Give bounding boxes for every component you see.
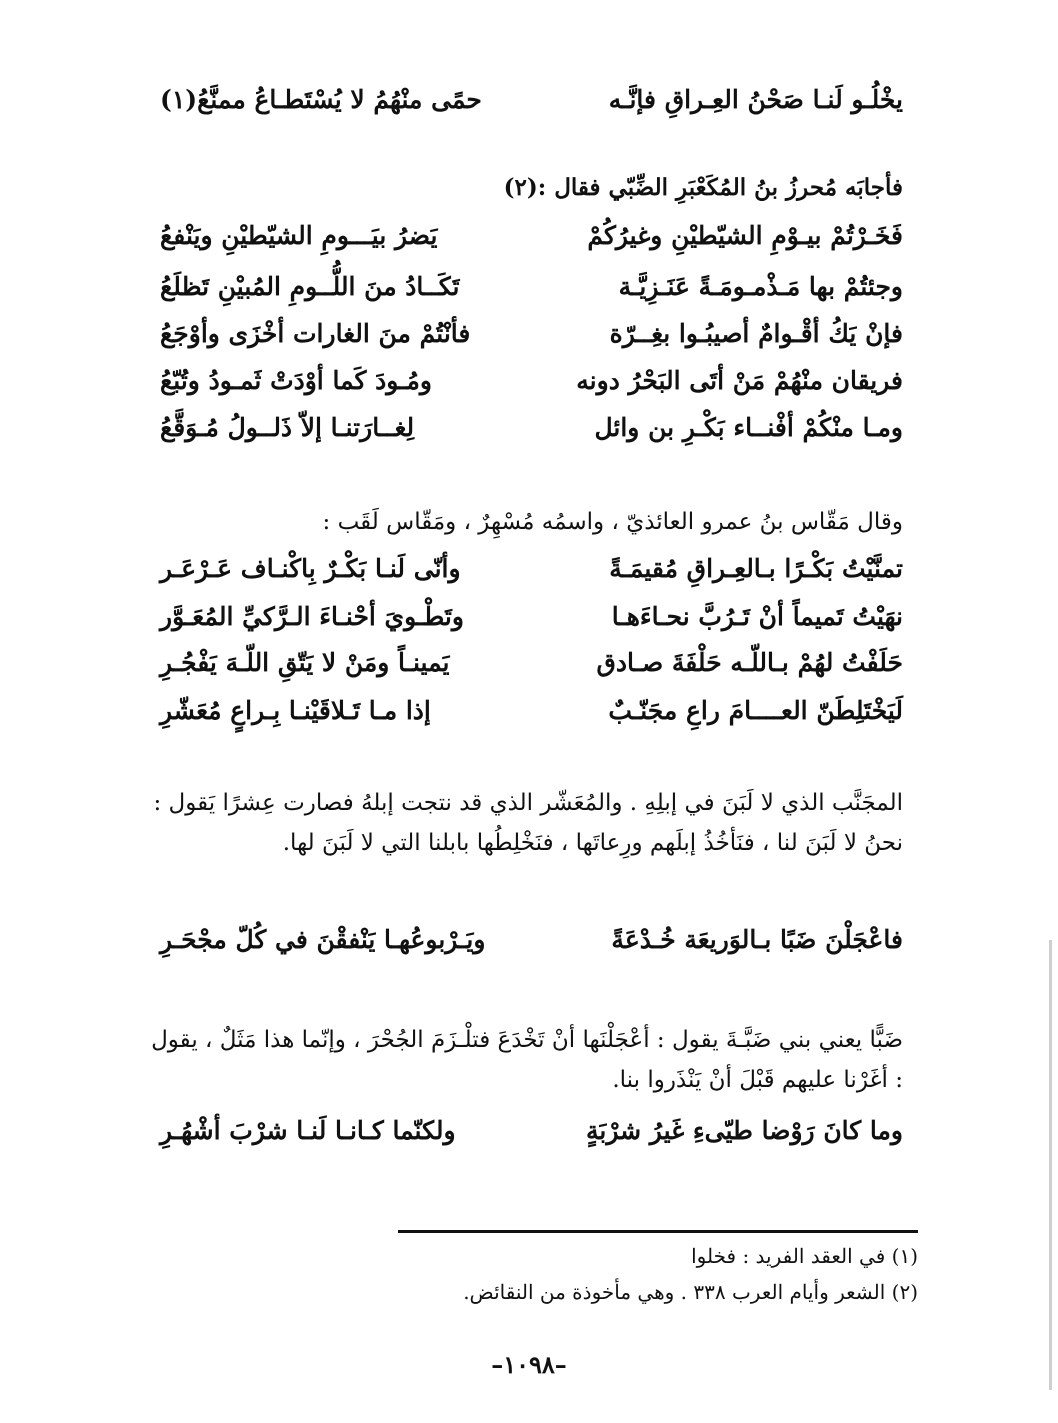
verse-hemistich-first: تمنَّيْتُ بَكْـرًا بـالعِـراقِ مُقيمَـةً bbox=[609, 553, 903, 583]
verse-hemistich-first: ومـا منْكُمْ أفْنــاء بَكْـرِ بن وائل bbox=[594, 412, 903, 442]
page-number: –١٠٩٨– bbox=[491, 1350, 567, 1379]
intro-paragraph: فأجابَه مُحرزُ بنُ المُكَعْبَرِ الضِّبّي فقال :(٢) bbox=[503, 174, 903, 201]
commentary-paragraph: ضَبًّا يعني بني ضَبَّـةَ يقول : أعْجَلْنَها أنْ تَخْدَعَ فتلْـزَمَ الجُحْرَ ، وإنّما هذا مَثَلٌ ، يقول : أغَرْنا عليهم قَبْلَ أنْ يَنْذَروا بنا. bbox=[151, 1027, 903, 1093]
verse-hemistich-first: فإنْ يَكُ أقْـوامٌ أصيبُـوا بغِــرّة bbox=[609, 318, 903, 348]
verse-hemistich-second: يَمينـاً ومَنْ لا يَتّقِ اللّـهَ يَفْجُـرِ bbox=[160, 647, 450, 677]
verse-hemistich-second: ومُـودَ كَما أوْدَتْ ثَمـودُ وتُبّعُ bbox=[160, 365, 432, 395]
verse-hemistich-second: حمًى منْهُمُ لا يُسْتَطـاعُ ممنَّعُ(١) bbox=[160, 84, 482, 114]
verse-hemistich-second: ولكنّما كـانـا لَنـا شرْبَ أشْهُـرِ bbox=[160, 1115, 456, 1145]
verse-line bbox=[160, 77, 903, 121]
verse-hemistich-second: إذا مـا تَـلاقَيْنـا بِـراعٍ مُعَشّرِ bbox=[160, 695, 431, 725]
verse-line bbox=[160, 405, 903, 449]
verse-hemistich-first: نهَيْتُ تَميماً أنْ تَـرُبَّ نحـاءَهـا bbox=[611, 601, 903, 631]
verse-line bbox=[160, 640, 903, 684]
verse-hemistich-second: وتَطْـويَ أحْنـاءَ الـرَّكيِّ المُعَـوَّر bbox=[160, 601, 464, 631]
verse-hemistich-second: لِغــارَتنـا إلاّ ذَلــولُ مُـوَقَّعُ bbox=[160, 412, 415, 442]
verse-line bbox=[160, 213, 903, 257]
verse-hemistich-second: وأنّى لَنـا بَكْـرٌ بِاكْنـاف عَـرْعَـر bbox=[160, 553, 461, 583]
verse-line bbox=[160, 594, 903, 638]
verse-hemistich-first: فريقان منْهُمْ مَنْ أتَى البَحْرُ دونه bbox=[576, 365, 903, 395]
verse-hemistich-second: ويَـرْبوعُهـا يَنْفقْنَ في كُلّ مجْحَـرِ bbox=[160, 924, 486, 954]
footnote: (١) في العقد الفريد : فخلوا bbox=[691, 1244, 918, 1268]
verse-hemistich-second: يَضرُ بيَـــومِ الشيّطيْنِ ويَنْفعُ bbox=[160, 220, 438, 250]
verse-hemistich-first: فاعْجَلْنَ ضَبًا بـالوَريعَة خُـدْعَةً bbox=[611, 924, 903, 954]
verse-hemistich-first: حَلَفْتُ لهُمْ بـاللّـه حَلْفَةَ صـادق bbox=[596, 647, 903, 677]
verse-hemistich-first: وما كانَ رَوْضا طيّىءِ غَيرُ شرْبَةٍ bbox=[585, 1115, 903, 1145]
verse-hemistich-second: تَكَــادُ منَ اللُّــومِ المُبيْنِ تَظلَعُ bbox=[160, 271, 460, 301]
footnote-separator bbox=[398, 1230, 918, 1233]
verse-line bbox=[160, 358, 903, 402]
verse-hemistich-first: لَيَخْتَلِطَنّ العــــامَ راعِ مجَنّـبٌ bbox=[608, 695, 903, 725]
verse-line bbox=[160, 264, 903, 308]
verse-line bbox=[160, 917, 903, 961]
intro-paragraph: وقال مَقّاس بنُ عمرو العائذيّ ، واسمُه مُسْهِرٌ ، ومَقّاس لَقَب : bbox=[322, 509, 903, 535]
commentary-paragraph: المجَنَّب الذي لا لَبَنَ في إبلِهِ . والمُعَشّر الذي قد نتجت إبلهُ فصارت عِشرًا يَقول : نحنُ لا لَبَنَ لنا ، فنَأخُذُ إبلَهم ورِعاتَها ، فنَخْلِطُها بابلنا التي لا لَبَنَ لها. bbox=[153, 790, 903, 856]
verse-line bbox=[160, 546, 903, 590]
page-edge-shadow bbox=[1049, 940, 1052, 1390]
verse-hemistich-first: وجئتُمْ بها مَـذْمـومَـةً عَنَـزِيَّـة bbox=[618, 271, 903, 301]
verse-line bbox=[160, 311, 903, 355]
verse-line bbox=[160, 1108, 903, 1152]
footnote: (٢) الشعر وأيام العرب ٣٣٨ . وهي مأخوذة من النقائض. bbox=[463, 1280, 918, 1304]
verse-line bbox=[160, 688, 903, 732]
verse-hemistich-first: فَخَـرْتُمْ بيـوْمِ الشيّطيْنِ وغيرُكُمْ bbox=[587, 220, 903, 250]
verse-hemistich-second: فأنْتُمْ منَ الغارات أخْزَى وأوْجَعُ bbox=[160, 318, 471, 348]
verse-hemistich-first: يخْلُـو لَنـا صَحْنُ العِـراقِ فإنَّـه bbox=[608, 84, 903, 114]
